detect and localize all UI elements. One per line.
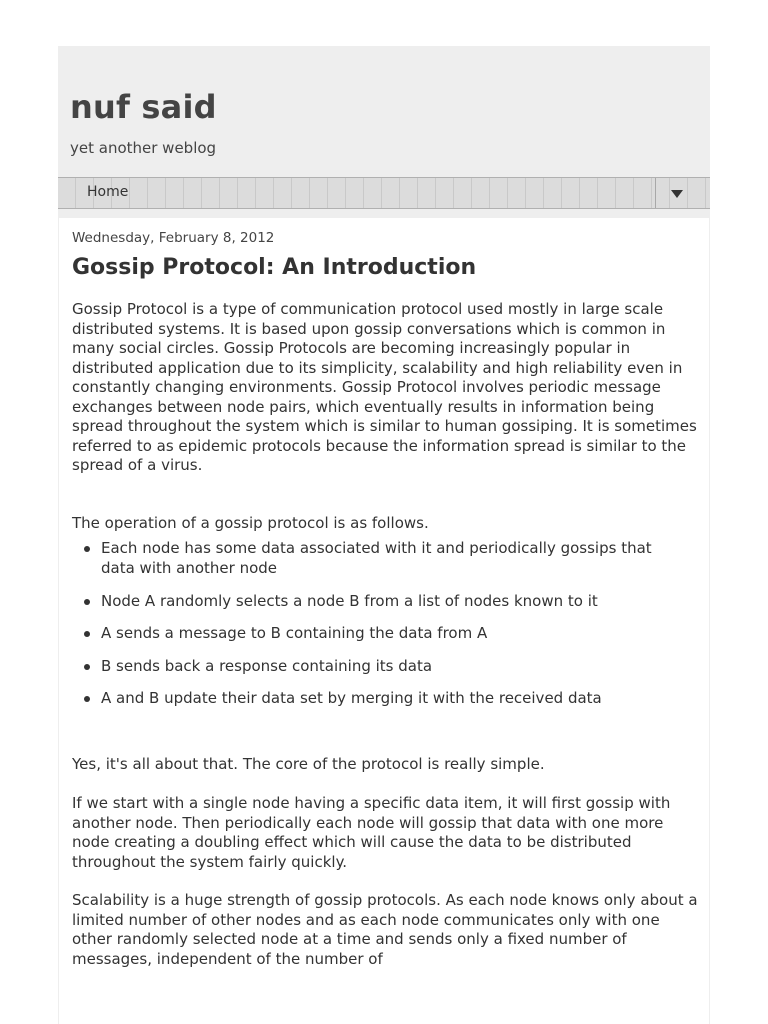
list-item [84, 591, 672, 611]
list-item-text: Each node has some data associated with it and periodically gossips that data with another node [101, 539, 652, 577]
post-paragraph: Scalability is a huge strength of gossip protocols. As each node knows only about a limited number of other nodes and as each node communicates only with one other randomly selected node at a time and sends only a fixed number of messages, independent of the number of [72, 891, 698, 968]
list-item-text: Node A randomly selects a node B from a list of nodes known to it [101, 591, 598, 610]
blog-title[interactable]: nuf said [70, 88, 217, 126]
post-paragraph: If we start with a single node having a specific data item, it will first gossip with another node. Then periodically each node will gossip that data with one more node creating a doubling effect which will cause the data to be distributed throughout the system fairly quickly. [72, 794, 671, 871]
bullet-icon [84, 599, 90, 605]
list-item-text: B sends back a response containing its data [101, 656, 433, 675]
blog-page [58, 46, 710, 1024]
post-paragraph: Gossip Protocol is a type of communication protocol used mostly in large scale distributed systems. It is based upon gossip conversations which is common in many social circles. Gossip Protocols are becoming increasingly popular in distributed application due to its simplicity, scalability and high reliability even in constantly changing environments. Gossip Protocol involves periodic message exchanges between node pairs, which eventually results in information being spread throughout the system which is similar to human gossiping. It is sometimes referred to as epidemic protocols because the information spread is similar to the spread of a virus. [72, 300, 697, 474]
list-item-text: A and B update their data set by merging it with the received data [101, 689, 602, 707]
nav-bar [58, 177, 710, 209]
bullet-icon [84, 631, 90, 637]
post-date: Wednesday, February 8, 2012 [72, 230, 275, 246]
nav-home-link[interactable]: Home [87, 184, 129, 200]
post-title[interactable]: Gossip Protocol: An Introduction [72, 255, 477, 280]
list-item-text: A sends a message to B containing the data from A [101, 624, 488, 642]
list-item [84, 688, 672, 708]
bullet-icon [84, 546, 90, 552]
blog-header [58, 46, 710, 177]
operation-steps-list [72, 538, 672, 721]
bullet-icon [84, 696, 90, 702]
post-paragraph: Yes, it's all about that. The core of the protocol is really simple. [72, 755, 545, 773]
blog-description: yet another weblog [70, 139, 217, 157]
list-item [84, 538, 672, 578]
list-item [84, 656, 672, 676]
post-content [58, 218, 710, 1024]
post-paragraph: The operation of a gossip protocol is as follows. [72, 514, 429, 532]
bullet-icon [84, 664, 90, 670]
header-divider [58, 209, 710, 218]
nav-dropdown-button[interactable] [655, 178, 710, 208]
list-item [84, 623, 672, 643]
triangle-down-icon [671, 190, 683, 198]
